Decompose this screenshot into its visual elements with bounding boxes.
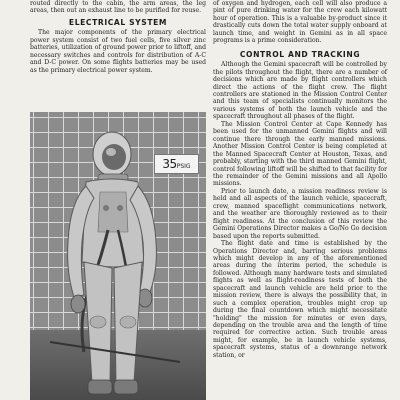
right-column [213, 0, 387, 359]
control-paragraph-3: Prior to launch date, a mission readiness review is held and all aspects of the launch vehicle, spacecraft, crew, manned spaceflight communications network, and the weather are thoroughly reviewed as to their flight readiness. At the conclusion of this review the Gemini Operations Director makes a Go/No Go decision based upon the reports submitted. [213, 187, 387, 240]
left-column [30, 0, 206, 74]
right-intro-paragraph: of oxygen and hydrogen, each cell will also produce a pint of pure drinking water for the crew each kilowatt hour of operation. This is a valuable by-product since it drastically cuts down the total water supply onboard at launch time, and weight in Gemini as in all space programs is a prime consideration. [213, 0, 387, 45]
pressure-sign-value: 35 [162, 157, 177, 171]
astronaut-figure [30, 112, 206, 400]
control-paragraph-2: The Mission Control Center at Cape Kennedy has been used for the unmanned Gemini flights and will continue there through the early manned missions. Another Mission Control Center is being completed at the Manned Spacecraft Center at Houston, Texas, and probably, starting with the third manned Gemini flight, control following liftoff will be shifted to that facility for the remainder of the Gemini missions and all Apollo missions. [213, 120, 387, 188]
astronaut-photo [30, 112, 206, 400]
control-paragraph-4: The flight date and time is established by the Operations Director and, barring serious problems which might develop in any of the aforementioned areas during the interim period, the schedule is followed. Although many hardware tests and simulated flights as well as flight-readiness tests of both the spacecraft and launch vehicle are held prior to the mission review, there is always the possibility that, in such a complex operation, troubles might crop up during the final countdown which might necessitate "holding" the mission for minutes or even days, depending on the trouble area and the length of time required for corrective action. Such trouble areas might, for example, be in launch vehicle systems, spacecraft systems, status of a downrange network station, or [213, 240, 387, 359]
electrical-system-heading: ELECTRICAL SYSTEM [68, 17, 168, 27]
electrical-system-paragraph: The major components of the primary electrical power system consist of two fuel cells, five silver zinc batteries, utilization of ground power prior to liftoff, and necessary switches and controls for distribution of A-C and D-C power. On some flights batteries may be used as the primary electrical power system. [30, 29, 206, 74]
control-and-tracking-heading: CONTROL AND TRACKING [239, 49, 361, 59]
left-intro-paragraph: routed directly to the cabin, the arm areas, the leg areas, then out an exhaust line to be purified for reuse. [30, 0, 206, 15]
pressure-sign-unit: PSIG [176, 163, 191, 170]
control-paragraph-1: Although the Gemini spacecraft will be controlled by the pilots throughout the flight, there are a number of decisions which are made by flight controllers which direct the actions of the flight crew. The flight controllers are stationed in the Mission Control Center and this team of specialists continually monitors the various systems of both the launch vehicle and the spacecraft throughout all phases of the flight. [213, 61, 387, 121]
